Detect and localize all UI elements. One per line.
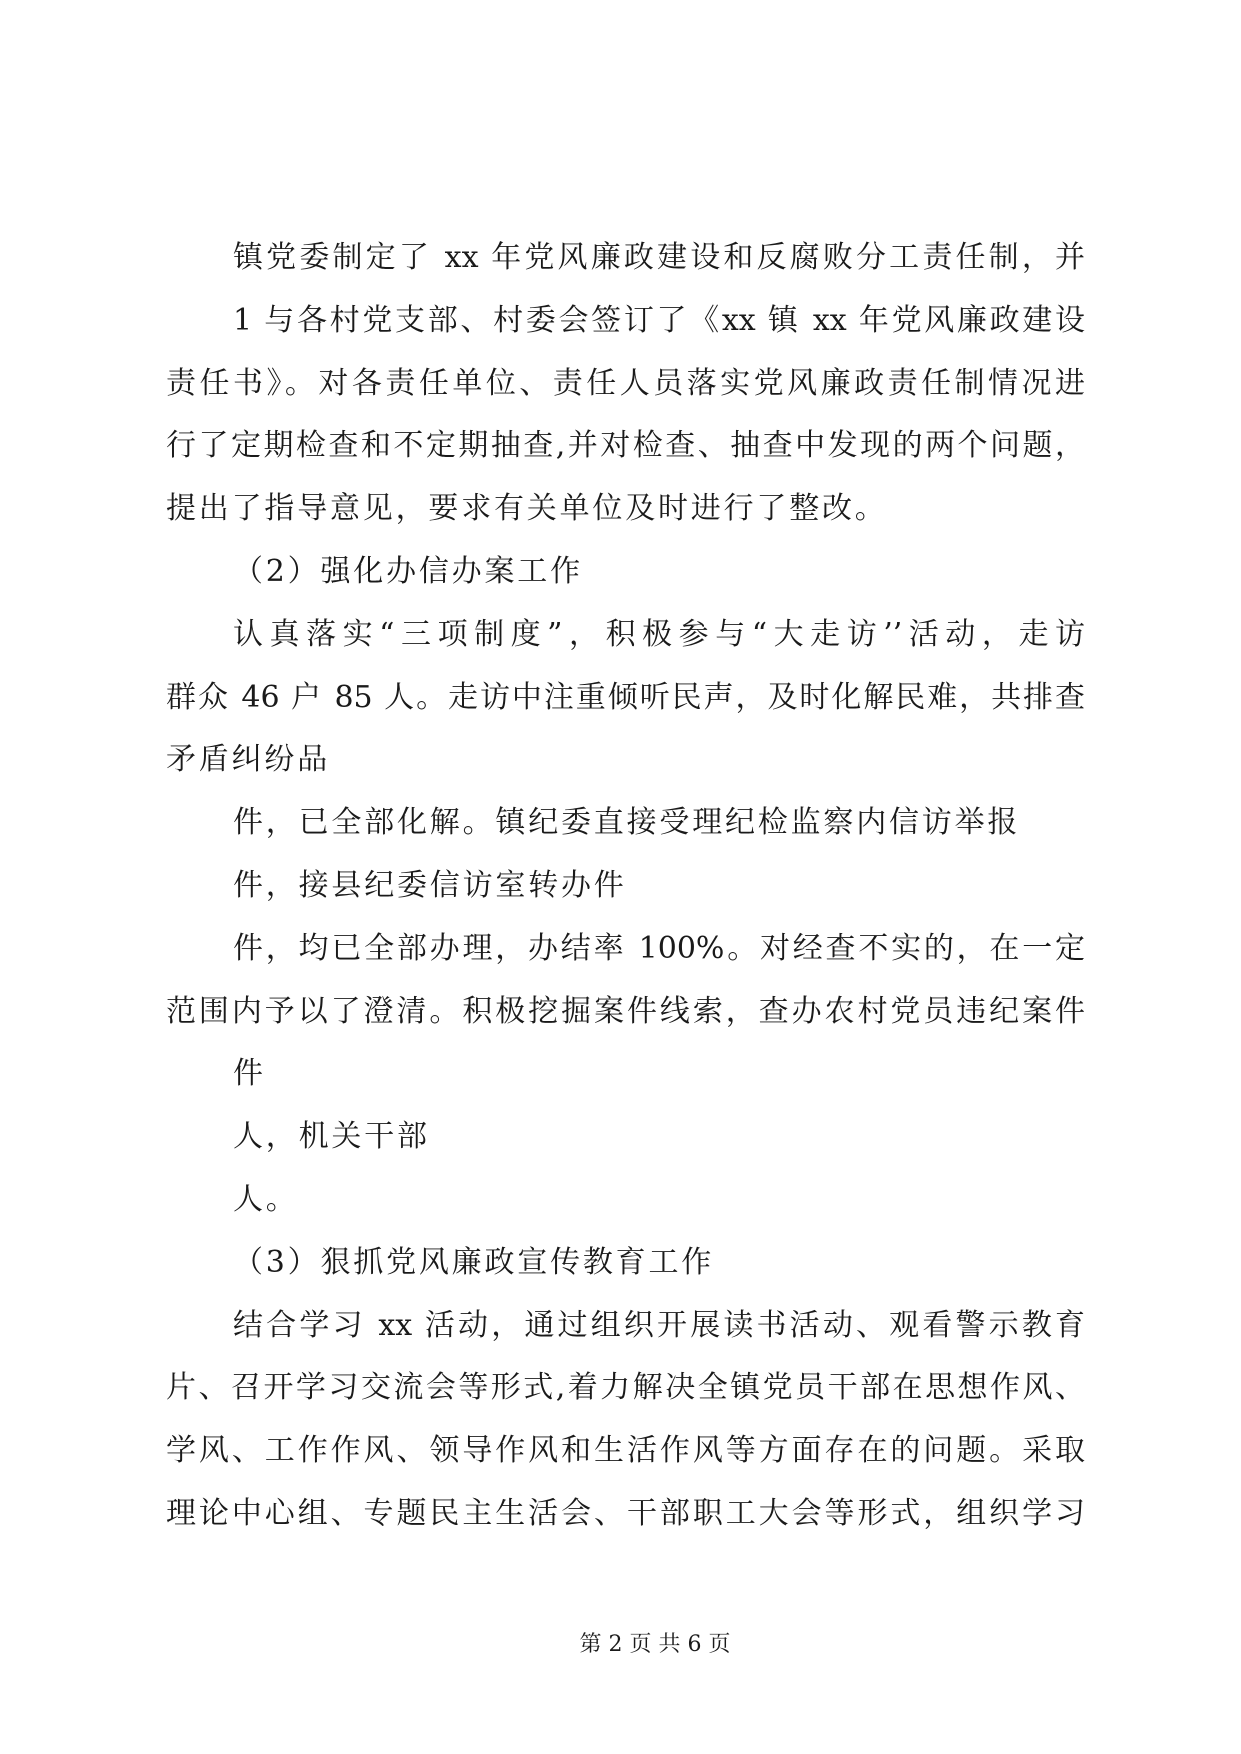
paragraph-line: 结合学习 xx 活动，通过组织开展读书活动、观看警示教育 <box>233 1308 1085 1343</box>
section-heading: （3）狠抓党风廉政宣传教育工作 <box>233 1245 715 1280</box>
paragraph-line: 件，均已全部办理，办结率 100%。对经查不实的，在一定 <box>233 931 1085 966</box>
paragraph-line: 理论中心组、专题民主生活会、干部职工大会等形式，组织学习 <box>166 1496 1085 1531</box>
paragraph-line: 件，已全部化解。镇纪委直接受理纪检监察内信访举报 <box>233 805 1021 840</box>
paragraph-line: 片、召开学习交流会等形式,着力解决全镇党员干部在思想作风、 <box>166 1370 1085 1405</box>
paragraph-line: 范围内予以了澄清。积极挖掘案件线索，查办农村党员违纪案件 <box>166 994 1085 1029</box>
paragraph-line: 责任书》。对各责任单位、责任人员落实党风廉政责任制情况进 <box>166 366 1085 401</box>
paragraph-line: 矛盾纠纷品 <box>166 742 330 777</box>
paragraph-line: 行了定期检查和不定期抽查,并对检查、抽查中发现的两个问题， <box>166 428 1085 463</box>
paragraph-line: 群众 46 户 85 人。走访中注重倾听民声，及时化解民难，共排查 <box>166 680 1085 715</box>
paragraph-line: 人。 <box>233 1182 299 1217</box>
paragraph-line: 认真落实“三项制度”，积极参与“大走访’’活动，走访 <box>233 617 1085 652</box>
paragraph-line: 人，机关干部 <box>233 1119 430 1154</box>
paragraph-line: 件 <box>233 1056 266 1091</box>
page-footer: 第 2 页 共 6 页 <box>579 1632 731 1657</box>
paragraph-line: 提出了指导意见，要求有关单位及时进行了整改。 <box>166 491 888 526</box>
paragraph-line: 镇党委制定了 xx 年党风廉政建设和反腐败分工责任制，并 <box>233 240 1085 275</box>
paragraph-line: 1 与各村党支部、村委会签订了《xx 镇 xx 年党风廉政建设 <box>233 303 1085 338</box>
section-heading: （2）强化办信办案工作 <box>233 554 583 589</box>
paragraph-line: 学风、工作作风、领导作风和生活作风等方面存在的问题。采取 <box>166 1433 1085 1468</box>
paragraph-line: 件，接县纪委信访室转办件 <box>233 868 627 903</box>
